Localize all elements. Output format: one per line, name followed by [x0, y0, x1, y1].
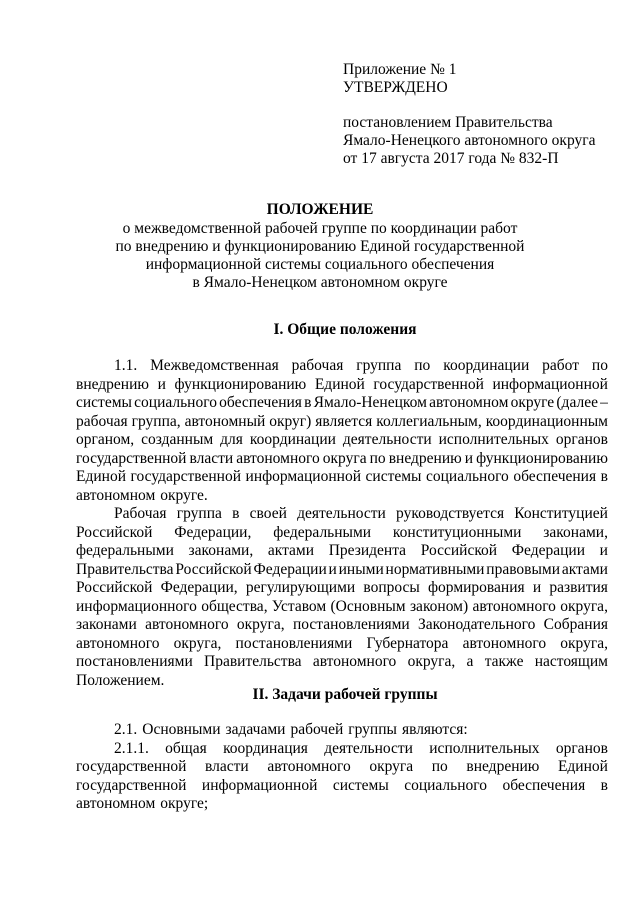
word: округа,: [560, 597, 608, 615]
word: округ): [269, 412, 312, 430]
word: внедрению: [388, 449, 462, 467]
word: также: [484, 653, 524, 670]
word: и: [328, 560, 337, 578]
word: (Основным: [330, 597, 406, 615]
word: по: [431, 758, 448, 775]
word: Законодательного: [418, 616, 536, 633]
word: Федерации: [511, 542, 585, 559]
word: социального: [404, 776, 487, 794]
paragraph-line: [76, 394, 608, 413]
word: функционированию: [174, 375, 307, 393]
word: Российской: [76, 579, 153, 596]
document-subtitle-line: информационной системы социального обеспечения: [145, 256, 495, 273]
word: Единой: [76, 468, 126, 485]
word: вопросы: [363, 579, 420, 596]
word: автономном: [429, 394, 509, 411]
word: группа: [356, 357, 402, 374]
word: регулирующими: [245, 579, 356, 596]
word: автономного: [312, 653, 397, 670]
word: работ: [542, 357, 579, 374]
word: (далее: [556, 394, 598, 411]
word: исполнительных: [429, 739, 540, 757]
word: автономном: [76, 795, 156, 812]
word: социального: [426, 468, 509, 485]
word: нормативными: [385, 560, 485, 578]
word: информационной: [201, 776, 318, 794]
paragraph-line: [76, 413, 608, 432]
word: координации: [249, 431, 336, 448]
word: федеральными: [273, 523, 372, 541]
word: общества,: [201, 597, 268, 615]
word: автономный: [184, 412, 266, 430]
word: Правительства: [76, 560, 174, 578]
document-subtitle-line: по внедрению и функционированию Единой государственной: [115, 238, 525, 255]
document-subtitle-line: о межведомственной рабочей группе по координации работ: [122, 220, 518, 237]
paragraph-line: [76, 598, 608, 617]
word: Уставом: [271, 597, 327, 615]
word: округа: [369, 758, 414, 775]
word: Российской: [420, 542, 498, 559]
document-title-block: [0, 201, 640, 292]
decree-line: постановлением Правительства: [343, 114, 553, 131]
word: общая: [165, 739, 207, 757]
word: своей: [249, 505, 287, 522]
word: законами,: [188, 542, 254, 559]
word: и: [532, 579, 542, 596]
word: Федерации,: [174, 523, 252, 541]
word: для: [220, 431, 243, 448]
word: Конституцией: [514, 505, 608, 522]
word: группа: [176, 505, 222, 522]
word: законами,: [543, 523, 608, 541]
word: 1.1.: [114, 357, 138, 374]
word: настоящим: [534, 653, 608, 670]
approved-label: УТВЕРЖДЕНО: [343, 79, 448, 96]
word: обеспечения: [513, 468, 597, 485]
word: государственной: [76, 758, 187, 775]
word: иными: [338, 560, 384, 578]
paragraph-line: [76, 450, 608, 469]
word: округа,: [173, 634, 222, 652]
word: автономного: [267, 758, 351, 775]
word: в: [304, 394, 312, 411]
word: федеральными: [76, 542, 174, 559]
word: 2.1.: [114, 721, 138, 738]
word: информационной: [245, 468, 361, 485]
paragraph-line: [76, 357, 608, 376]
word: формирования: [428, 579, 525, 596]
paragraph-line: [76, 524, 608, 543]
approval-gap: [343, 97, 623, 114]
document-subtitle-line: в Ямало-Ненецком автономном округе: [192, 274, 448, 291]
word: системы: [365, 468, 422, 485]
word: постановлениями: [235, 634, 353, 652]
word: автономном: [76, 486, 156, 504]
word: деятельности: [297, 505, 386, 522]
word: и: [157, 375, 166, 393]
word: социального: [134, 394, 217, 411]
word: правовыми: [486, 560, 561, 578]
word: законом): [409, 597, 469, 615]
word: исполнительных: [438, 431, 549, 448]
paragraph-line: [76, 542, 608, 561]
paragraph-line: [76, 758, 608, 777]
word: рабочая: [291, 357, 344, 374]
section-body-tasks: [76, 721, 608, 814]
word: и: [464, 449, 474, 467]
word: автономного: [145, 616, 229, 633]
word: автономного: [76, 634, 160, 652]
word: Губернатора: [366, 634, 449, 652]
word: Президента: [328, 542, 407, 559]
word: Межведомственная: [150, 357, 279, 374]
word: в: [232, 505, 240, 522]
section-body-general: [76, 357, 608, 690]
word: –: [600, 394, 608, 411]
document-title: ПОЛОЖЕНИЕ: [266, 201, 374, 218]
word: информационной: [492, 375, 608, 393]
word: Федерации: [253, 560, 327, 578]
word: законами: [76, 616, 137, 633]
word: органов: [555, 431, 608, 448]
word: Российской: [76, 523, 153, 541]
word: Собрания: [543, 616, 608, 633]
word: по: [369, 449, 386, 467]
word: обеспечения: [502, 776, 586, 794]
word: системы: [76, 394, 132, 411]
word: рабочая: [76, 412, 128, 430]
word: округе.: [160, 486, 208, 504]
word: органом,: [76, 431, 135, 448]
word: Основными: [142, 721, 221, 738]
word: координация: [223, 739, 308, 757]
word: округа: [322, 449, 367, 467]
appendix-number: Приложение № 1: [343, 61, 457, 78]
paragraph-line: [76, 376, 608, 395]
paragraph-line: [76, 635, 608, 654]
word: органов: [555, 739, 608, 757]
word: координации: [443, 357, 530, 374]
word: в: [600, 468, 608, 485]
paragraph-line: [76, 721, 608, 740]
paragraph-line: [76, 616, 608, 635]
word: округе: [510, 394, 555, 411]
word: задачами: [225, 721, 286, 738]
section-heading-tasks: II. Задачи рабочей группы: [252, 686, 438, 703]
word: государственной: [76, 776, 187, 794]
word: и: [599, 542, 608, 559]
paragraph-line: [76, 561, 608, 580]
word: функционированию: [476, 449, 608, 467]
word: государственной: [76, 449, 187, 467]
paragraph-line: [76, 740, 608, 759]
word: по: [591, 357, 608, 374]
word: коллегиальным,: [376, 412, 482, 430]
word: Положением.: [76, 671, 165, 689]
word: внедрению: [466, 758, 540, 775]
word: рабочей: [290, 721, 344, 738]
word: 2.1.1.: [114, 739, 149, 757]
paragraph-line: [76, 505, 608, 524]
paragraph-line: [76, 579, 608, 598]
word: группа,: [131, 412, 181, 430]
word: автономного: [472, 597, 556, 615]
paragraph-line: [76, 431, 608, 450]
word: внедрению: [76, 375, 149, 393]
section-heading-general: I. Общие положения: [273, 321, 417, 338]
word: Единой: [314, 375, 365, 393]
approval-stamp: [343, 61, 623, 168]
word: власти: [189, 449, 234, 467]
word: координационным: [485, 412, 608, 430]
word: а: [466, 653, 474, 670]
word: автономного: [462, 634, 547, 652]
word: Российской: [175, 560, 252, 578]
paragraph-line: [76, 468, 608, 487]
word: актами: [267, 542, 315, 559]
word: информационного: [76, 597, 197, 615]
paragraph-line: [76, 795, 608, 814]
word: округа,: [560, 634, 608, 652]
paragraph-line: [76, 487, 608, 506]
word: Правительства: [204, 653, 302, 670]
paragraph-line: [76, 653, 608, 672]
word: является: [315, 412, 373, 430]
paragraph-line: [76, 777, 608, 796]
word: в: [600, 776, 608, 794]
word: обеспечения: [219, 394, 302, 411]
word: округа,: [236, 616, 285, 633]
word: созданным: [141, 431, 214, 448]
word: округа,: [407, 653, 456, 670]
word: государственной: [130, 468, 241, 485]
word: по: [414, 357, 431, 374]
word: деятельности: [342, 431, 432, 448]
word: группы: [348, 721, 397, 738]
word: постановлениями: [76, 653, 193, 670]
word: актами: [561, 560, 608, 578]
word: системы: [332, 776, 389, 794]
word: Рабочая: [114, 505, 167, 522]
decree-line: от 17 августа 2017 года № 832-П: [343, 150, 559, 167]
word: руководствуется: [396, 505, 505, 522]
decree-line: Ямало-Ненецкого автономного округа: [343, 132, 596, 149]
word: деятельности: [324, 739, 413, 757]
word: Единой: [557, 758, 608, 775]
word: постановлениями: [292, 616, 410, 633]
word: власти: [205, 758, 249, 775]
word: Федерации,: [160, 579, 238, 596]
word: развития: [549, 579, 608, 596]
word: являются:: [401, 721, 468, 738]
word: автономного: [236, 449, 320, 467]
word: конституционными: [392, 523, 522, 541]
word: Ямало-Ненецком: [313, 394, 427, 411]
word: округе;: [160, 795, 209, 812]
word: государственной: [373, 375, 484, 393]
